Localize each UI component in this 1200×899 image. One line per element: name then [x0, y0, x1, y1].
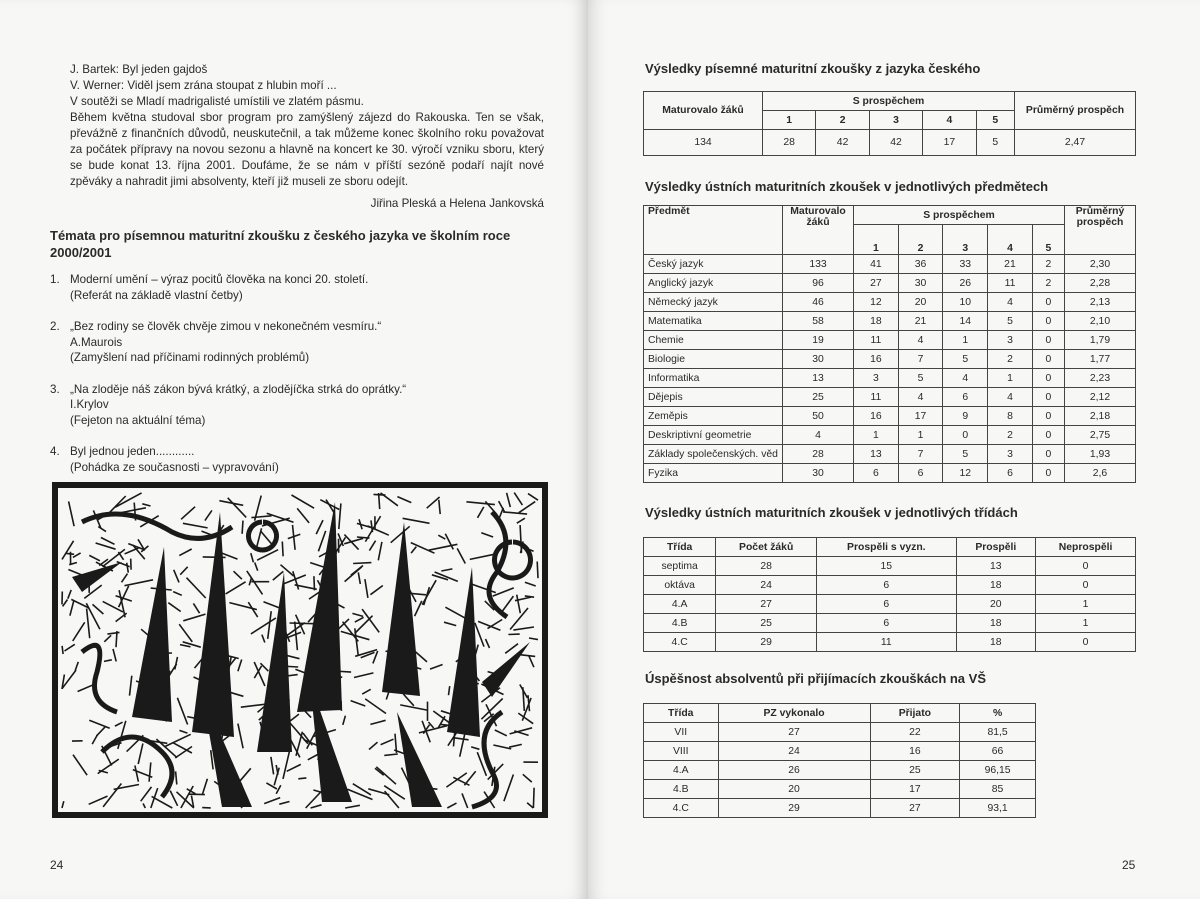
table-cell: 28	[716, 557, 817, 576]
table-cell: 2,30	[1065, 255, 1136, 274]
table-cell: 3	[854, 369, 899, 388]
table3-title: Výsledky ústních maturitních zkoušek v jednotlivých třídách	[645, 505, 1018, 520]
table-cell: 0	[1036, 576, 1136, 595]
table-cell: Český jazyk	[644, 255, 783, 274]
table-cell: 0	[1032, 426, 1064, 445]
grade-header: 1	[763, 111, 816, 130]
col-header: Maturovalo žáků	[644, 92, 763, 130]
table-cell: 1,79	[1065, 331, 1136, 350]
table-cell: 13	[854, 445, 899, 464]
table-cell: 27	[870, 799, 960, 818]
table-cell: 25	[870, 761, 960, 780]
table-cell: 2,75	[1065, 426, 1136, 445]
table-cell: 2,10	[1065, 312, 1136, 331]
table-cell: 1	[898, 426, 943, 445]
col-header: Třída	[644, 538, 716, 557]
table-cell: 58	[783, 312, 854, 331]
table-cell: 15	[817, 557, 956, 576]
grade-header: 3	[869, 111, 922, 130]
col-header: PZ vykonalo	[718, 704, 870, 723]
table-cell: 50	[783, 407, 854, 426]
table-cell: 26	[943, 274, 988, 293]
table-cell: 93,1	[960, 799, 1036, 818]
table-cell: 2,28	[1065, 274, 1136, 293]
table-cell: Matematika	[644, 312, 783, 331]
table-cell: Informatika	[644, 369, 783, 388]
table-row	[644, 426, 1136, 445]
table-cell: 11	[854, 331, 899, 350]
table-cell: Deskriptivní geometrie	[644, 426, 783, 445]
table-cell: 0	[1032, 331, 1064, 350]
table-cell: 16	[854, 350, 899, 369]
table-cell: 29	[718, 799, 870, 818]
table-cell: Německý jazyk	[644, 293, 783, 312]
table-cell: 6	[817, 576, 956, 595]
topic-item: 3. „Na zloděje náš zákon bývá krátký, a zlodějíčka strká do oprátky.“ I.Krylov (Fejeton na aktuální téma)	[50, 382, 407, 427]
col-header: S prospěchem	[763, 92, 1015, 111]
table-cell: 6	[854, 464, 899, 483]
table-cell: septima	[644, 557, 716, 576]
col-header: Počet žáků	[716, 538, 817, 557]
table-cell: 2,23	[1065, 369, 1136, 388]
table-row	[644, 407, 1136, 426]
table-cell: Fyzika	[644, 464, 783, 483]
topic-item: 4. Byl jednou jeden............ (Pohádka ze současnosti – vypravování)	[50, 445, 279, 474]
table-cell: 6	[817, 614, 956, 633]
table-cell: 11	[817, 633, 956, 652]
table-cell: 22	[870, 723, 960, 742]
table-cell: 0	[1032, 350, 1064, 369]
table-cell: 16	[854, 407, 899, 426]
table-row	[644, 312, 1136, 331]
table-cell: 4.B	[644, 780, 719, 799]
table-cell: 36	[898, 255, 943, 274]
table-row	[644, 350, 1136, 369]
table-cell: 26	[718, 761, 870, 780]
table1-title: Výsledky písemné maturitní zkoušky z jazyka českého	[645, 61, 981, 76]
col-header: Třída	[644, 704, 719, 723]
table-row	[644, 723, 1036, 742]
table-cell: Anglický jazyk	[644, 274, 783, 293]
grade-header: 5	[976, 111, 1014, 130]
table-cell: 33	[943, 255, 988, 274]
table-cell: 1,77	[1065, 350, 1136, 369]
table-cell: 5	[943, 350, 988, 369]
table-cell: 0	[1036, 557, 1136, 576]
table-cell: 4.A	[644, 595, 716, 614]
table-cell: 4	[943, 369, 988, 388]
table-cell: 25	[783, 388, 854, 407]
table-cell: 1	[1036, 595, 1136, 614]
table-row	[644, 369, 1136, 388]
table-row	[644, 780, 1036, 799]
table-cell: 5	[988, 312, 1033, 331]
poem-line: V soutěži se Mladí madrigalisté umístili ve zlatém pásmu.	[70, 95, 364, 108]
table-cell: 0	[1032, 293, 1064, 312]
table-cell: 2,13	[1065, 293, 1136, 312]
table-cell: 30	[783, 464, 854, 483]
table-cell: 4.C	[644, 633, 716, 652]
table-cell: 2,12	[1065, 388, 1136, 407]
table-cell: 0	[1032, 407, 1064, 426]
table-cell: 28	[783, 445, 854, 464]
table-row	[644, 761, 1036, 780]
table-cell: 17	[898, 407, 943, 426]
table-cell: 4	[988, 293, 1033, 312]
poem-line: J. Bartek: Byl jeden gajdoš	[70, 63, 208, 76]
table-cell: 0	[1032, 369, 1064, 388]
table-row	[644, 388, 1136, 407]
table-cell: 18	[956, 576, 1036, 595]
table4-title: Úspěšnost absolventů při přijímacích zkouškách na VŠ	[645, 671, 986, 686]
table-cell: 25	[716, 614, 817, 633]
table-cell: 96	[783, 274, 854, 293]
table-cell: 4.B	[644, 614, 716, 633]
table-cell: 30	[898, 274, 943, 293]
table-row	[644, 464, 1136, 483]
table-cell: 12	[854, 293, 899, 312]
table-cell: 0	[1032, 464, 1064, 483]
poem-line: V. Werner: Viděl jsem zrána stoupat z hlubin moří ...	[70, 79, 337, 92]
table-cell: VIII	[644, 742, 719, 761]
page-number-left: 24	[50, 858, 64, 872]
table-cell: 24	[718, 742, 870, 761]
table-cell: 2	[988, 426, 1033, 445]
table-cell: 85	[960, 780, 1036, 799]
table-cell: 2	[1032, 255, 1064, 274]
col-header: Průměrný prospěch	[1015, 92, 1136, 130]
table-cell: 30	[783, 350, 854, 369]
table-row	[644, 633, 1136, 652]
col-header: S prospěchem	[854, 206, 1065, 225]
col-header: Předmět	[644, 206, 783, 255]
grade-header: 2	[816, 111, 869, 130]
table-cell: VII	[644, 723, 719, 742]
linocut-artwork	[52, 482, 548, 818]
table-cell: 14	[943, 312, 988, 331]
table-cell: 6	[898, 464, 943, 483]
grade-header: 3	[943, 225, 988, 255]
table-cell: Dějepis	[644, 388, 783, 407]
table-row	[644, 445, 1136, 464]
table-cell: 11	[854, 388, 899, 407]
table-cell: 0	[1032, 445, 1064, 464]
table-cell: 27	[716, 595, 817, 614]
table-cell: 13	[956, 557, 1036, 576]
table-cell: Zeměpis	[644, 407, 783, 426]
col-header: %	[960, 704, 1036, 723]
table-cell: 7	[898, 350, 943, 369]
table-cell: oktáva	[644, 576, 716, 595]
table-cell: 5	[943, 445, 988, 464]
table-cell: 27	[854, 274, 899, 293]
table-row	[644, 799, 1036, 818]
table-cell: 4.A	[644, 761, 719, 780]
table-cell: 18	[956, 614, 1036, 633]
choir-text	[70, 62, 544, 190]
table-row	[644, 614, 1136, 633]
table-cell: 20	[956, 595, 1036, 614]
table-row	[644, 595, 1136, 614]
topic-item: 2. „Bez rodiny se člověk chvěje zimou v nekonečném vesmíru.“ A.Maurois (Zamyšlení nad příčinami rodinných problémů)	[50, 320, 382, 364]
table-cell: 20	[898, 293, 943, 312]
choir-paragraph: Během května studoval sbor program pro zamýšlený zájezd do Rakouska. Ten se však, převážně z finančních důvodů, neuskutečnil, a tak můžeme konec školního roku považovat za počátek přípravy na novou sezonu a hlavně na koncert ke 30. výročí vzniku sboru, který se bude konat 13. října 2001. Doufáme, že se nám v příští sezóně podaří najít nové zpěváky a nahradit jimi absolventy, kteří již museli ze sboru odejít.	[70, 111, 544, 188]
table-cell: 10	[943, 293, 988, 312]
table-cell: 8	[988, 407, 1033, 426]
table-cell: 6	[817, 595, 956, 614]
table-cell: 1	[988, 369, 1033, 388]
table-cell: 19	[783, 331, 854, 350]
table-cell: 11	[988, 274, 1033, 293]
table-cell: 7	[898, 445, 943, 464]
table-row	[644, 331, 1136, 350]
table-cell: 21	[898, 312, 943, 331]
table-cell: 2,6	[1065, 464, 1136, 483]
table-cell: 17	[870, 780, 960, 799]
table-row	[644, 255, 1136, 274]
table-cell: 18	[956, 633, 1036, 652]
col-header: Prospěli	[956, 538, 1036, 557]
table-cell: 27	[718, 723, 870, 742]
table-cell: 12	[943, 464, 988, 483]
table-cell: 2,18	[1065, 407, 1136, 426]
grade-header: 5	[1032, 225, 1064, 255]
table-cell: 46	[783, 293, 854, 312]
left-page	[0, 0, 588, 899]
table-row	[644, 576, 1136, 595]
table-cell: 0	[1032, 312, 1064, 331]
table-cell: 1,93	[1065, 445, 1136, 464]
table-cell: 0	[1036, 633, 1136, 652]
written-exam-table: Maturovalo žáků S prospěchem Průměrný prospěch 1 2 3 4 5 134 28 42 42 17 5 2,47	[643, 91, 1136, 156]
table-cell: 4	[898, 388, 943, 407]
col-header: Maturovalo žáků	[783, 206, 854, 255]
table-cell: 16	[870, 742, 960, 761]
table-cell: 4.C	[644, 799, 719, 818]
signature: Jiřina Pleská a Helena Jankovská	[370, 197, 544, 210]
table-row	[644, 274, 1136, 293]
table-row	[644, 293, 1136, 312]
table-cell: 29	[716, 633, 817, 652]
table-cell: 133	[783, 255, 854, 274]
table-cell: 96,15	[960, 761, 1036, 780]
table-cell: Základy společenských. věd	[644, 445, 783, 464]
col-header: Přijato	[870, 704, 960, 723]
grade-header: 2	[898, 225, 943, 255]
col-header: Prospěli s vyzn.	[817, 538, 956, 557]
table-row	[644, 557, 1136, 576]
table-cell: 4	[988, 388, 1033, 407]
table-cell: Chemie	[644, 331, 783, 350]
grade-header: 1	[854, 225, 899, 255]
table-cell: 20	[718, 780, 870, 799]
table-cell: 66	[960, 742, 1036, 761]
table-cell: 1	[1036, 614, 1136, 633]
grade-header: 4	[923, 111, 976, 130]
table-cell: 4	[783, 426, 854, 445]
table-cell: 2	[988, 350, 1033, 369]
table-cell: 21	[988, 255, 1033, 274]
table-cell: 81,5	[960, 723, 1036, 742]
table-cell: 3	[988, 331, 1033, 350]
topic-item: 1. Moderní umění – výraz pocitů člověka na konci 20. století. (Referát na základě vlastní četby)	[50, 273, 369, 302]
table-cell: 0	[1032, 388, 1064, 407]
table-cell: Biologie	[644, 350, 783, 369]
topics-heading: Témata pro písemnou maturitní zkoušku z českého jazyka ve školním roce 2000/2001	[50, 228, 511, 260]
page-number-right: 25	[1122, 858, 1136, 872]
table-cell: 24	[716, 576, 817, 595]
table2-title: Výsledky ústních maturitních zkoušek v jednotlivých předmětech	[645, 179, 1049, 194]
table-cell: 1	[854, 426, 899, 445]
table-cell: 2	[1032, 274, 1064, 293]
grade-header: 4	[988, 225, 1033, 255]
university-admission-table	[643, 703, 1036, 818]
col-header: Průměrný prospěch	[1065, 206, 1136, 255]
table-cell: 9	[943, 407, 988, 426]
table-cell: 5	[898, 369, 943, 388]
topics-list	[50, 272, 550, 491]
table-cell: 0	[943, 426, 988, 445]
col-header: Neprospěli	[1036, 538, 1136, 557]
table-cell: 13	[783, 369, 854, 388]
table-cell: 41	[854, 255, 899, 274]
table-cell: 4	[898, 331, 943, 350]
oral-subject-table	[643, 205, 1136, 483]
table-cell: 6	[988, 464, 1033, 483]
table-cell: 6	[943, 388, 988, 407]
table-cell: 18	[854, 312, 899, 331]
table-cell: 3	[988, 445, 1033, 464]
table-cell: 1	[943, 331, 988, 350]
oral-class-table	[643, 537, 1136, 652]
table-row	[644, 742, 1036, 761]
